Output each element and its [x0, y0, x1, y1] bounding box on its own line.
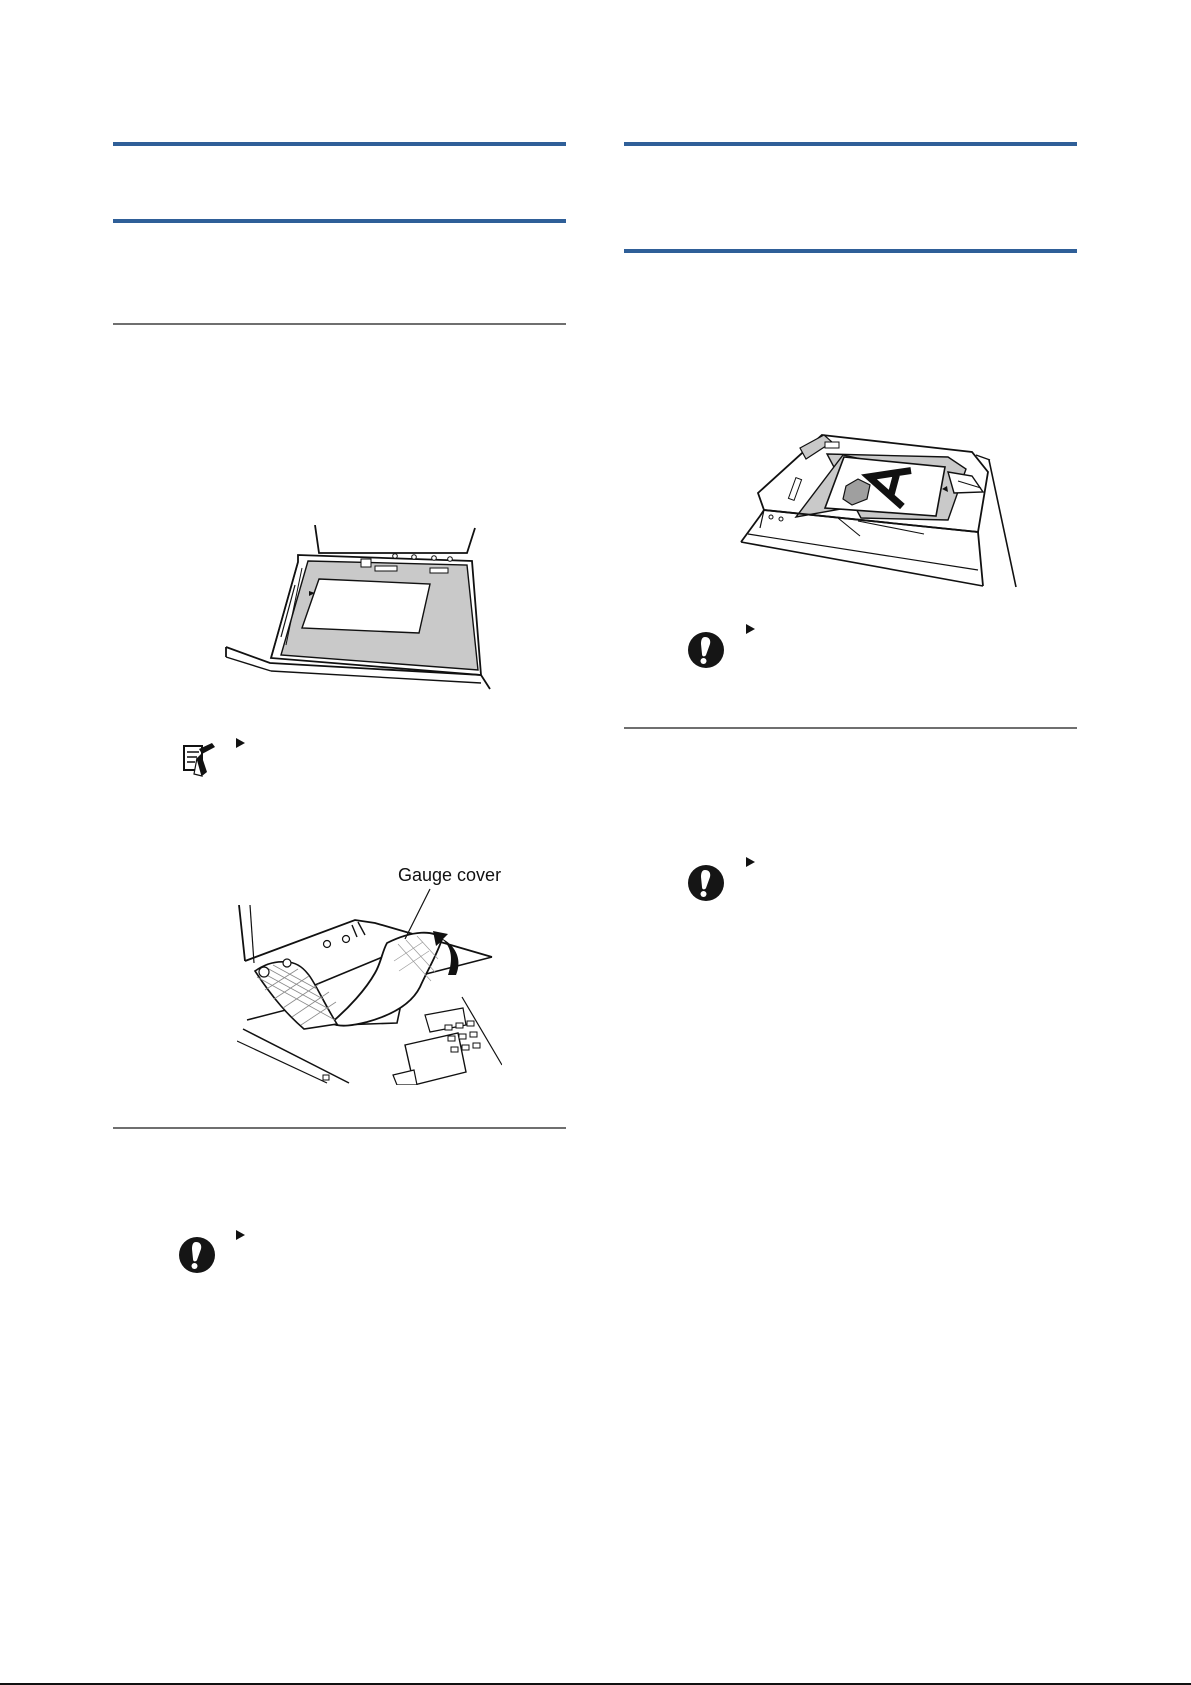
right-section-second-rule: [624, 249, 1077, 253]
gauge-cover-illustration: [237, 905, 502, 1085]
left-section-top-rule: [113, 142, 566, 146]
adf-feeder-illustration: [740, 432, 1020, 592]
triangle-bullet-icon: [235, 1229, 247, 1241]
left-divider-lower: [113, 1127, 566, 1129]
triangle-bullet-icon: [745, 623, 757, 635]
left-divider-upper: [113, 323, 566, 325]
right-divider: [624, 727, 1077, 729]
note-icon: [177, 740, 217, 780]
gauge-cover-label: Gauge cover: [398, 865, 502, 885]
triangle-bullet-icon: [745, 856, 757, 868]
glass-platen-illustration: [225, 525, 525, 695]
triangle-bullet-icon: [235, 737, 247, 749]
right-section-top-rule: [624, 142, 1077, 146]
important-icon: [177, 1235, 217, 1275]
gauge-cover-leader-line: [399, 887, 434, 941]
important-icon: [686, 630, 726, 670]
important-icon: [686, 863, 726, 903]
left-section-second-rule: [113, 219, 566, 223]
